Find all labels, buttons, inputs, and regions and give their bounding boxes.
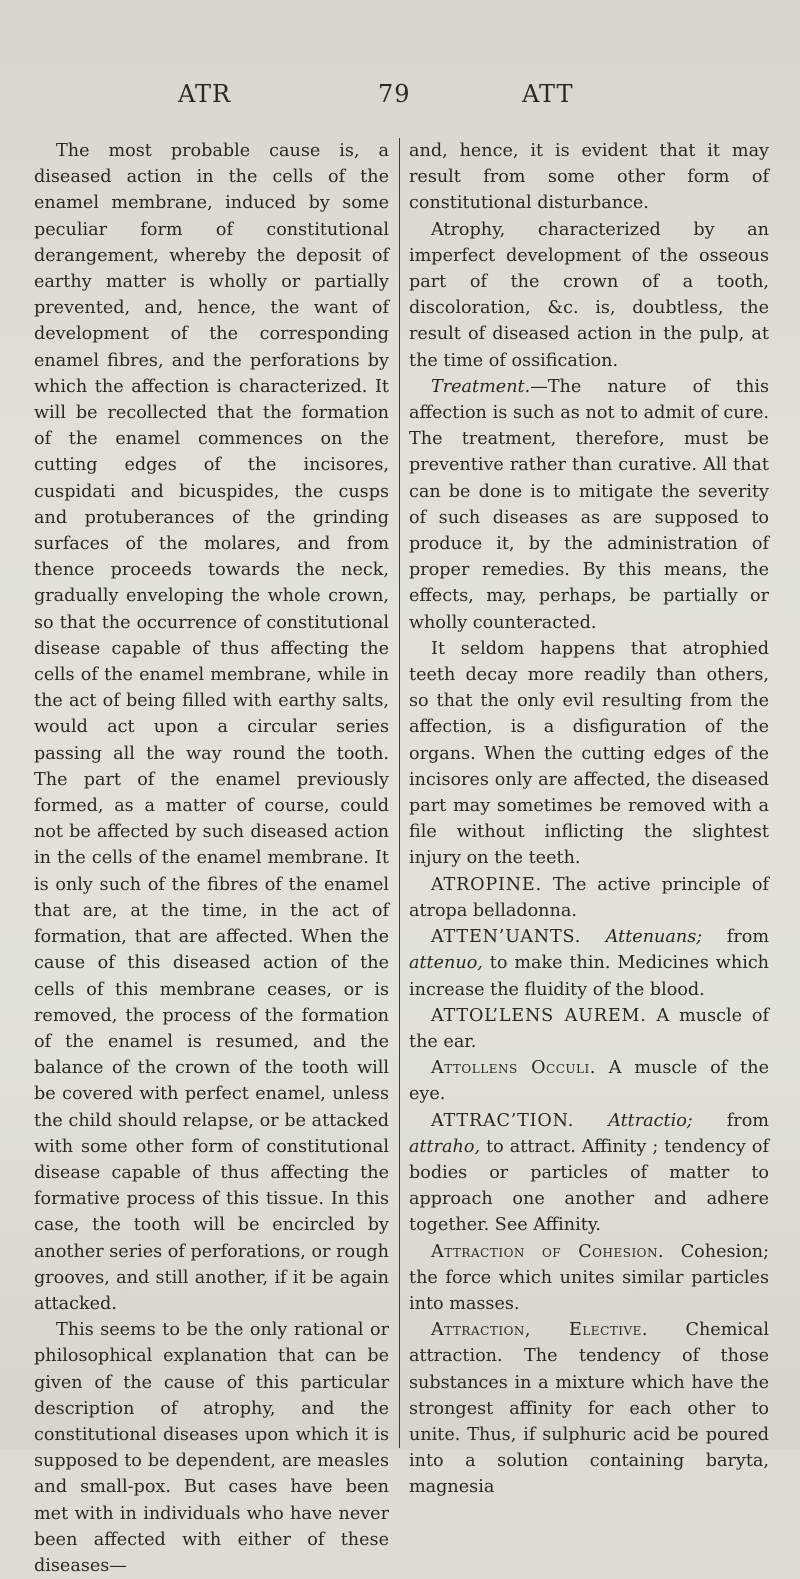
dictionary-entry [409, 1239, 769, 1318]
right-column [409, 138, 769, 1501]
paragraph [409, 374, 769, 636]
entry-term: Attraction of Cohesion. [431, 1241, 665, 1262]
entry-term: ATTOL’LENS AUREM. [431, 1005, 647, 1026]
section-heading: Treatment. [431, 376, 531, 397]
paragraph: Atrophy, characterized by an imperfect development of the osseous part of the crown of a tooth, discoloration, &c. is, doubtless, the result of diseased action in the pulp, at the time of ossification. [409, 219, 769, 371]
entry-latin-root: attraho, [409, 1136, 481, 1157]
entry-definition: Chemical attraction. The tendency of those substances in a mixture which have the strongest affinity for each other to unite. Thus, if sulphuric acid be poured into a solution containing baryta, magnesia [409, 1320, 769, 1498]
dictionary-entry [409, 1108, 769, 1239]
dictionary-entry [409, 872, 769, 924]
entry-term: ATROPINE. [431, 874, 542, 895]
dictionary-entry [409, 1317, 769, 1500]
paragraph: The most probable cause is, a diseased action in the cells of the enamel membrane, induced by some peculiar form of constitutional derangement, whereby the deposit of earthy matter is wholly or partially prevented, and, hence, the want of development of the corresponding enamel fibres, and the perforations by which the affection is characterized. It will be recollected that the formation of the enamel commences on the cutting edges of the incisores, cuspidati and bicuspides, the cusps and protuberances of the grinding surfaces of the molares, and from thence proceeds towards the neck, gradually enveloping the whole crown, so that the occurrence of constitutional disease capable of thus affecting the cells of the enamel membrane, while in the act of being filled with earthy salts, would act upon a circular series passing all the way round the tooth. The part of the enamel previously formed, as a matter of course, could not be affected by such diseased action in the cells of the enamel membrane. It is only such of the fibres of the enamel that are, at the time, in the act of formation, that are affected. When the cause of this diseased action of the cells of this membrane ceases, or is removed, the process of the formation of the enamel is resumed, and the balance of the crown of the tooth will be covered with perfect enamel, unless the child should relapse, or be attacked with some other form of constitutional disease capable of thus affecting the formative process of this tissue. In this case, the tooth will be encircled by another series of perforations, or rough grooves, and still another, if it be again attacked. [34, 141, 389, 1314]
entry-definition: to attract. Affinity ; tendency of bodies or particles of matter to approach one another and adhere together. See Affinity. [409, 1136, 769, 1236]
entry-definition: A muscle of the eye. [409, 1058, 769, 1105]
paragraph: and, hence, it is evident that it may result from some other form of constitutional disturbance. [409, 141, 769, 214]
entry-latin: Attenuans; [605, 927, 703, 948]
entry-connector: from [702, 927, 770, 948]
dictionary-entry [409, 1055, 769, 1107]
running-head-left: ATR [178, 80, 232, 108]
left-column [34, 138, 389, 1579]
entry-connector: from [692, 1110, 769, 1131]
entry-term: Attraction, Elective. [431, 1320, 649, 1341]
entry-term: ATTRAC’TION. [431, 1110, 575, 1131]
paragraph-text: —The nature of this affection is such as not to admit of cure. The treatment, therefore, must be preventive rather than curative. All that can be done is to mitigate the severity of such diseases as are supposed to produce it, by the administration of proper remedies. By this means, the effects, may, perhaps, be partially or wholly counteracted. [409, 376, 769, 633]
page-number: 79 [378, 80, 411, 108]
entry-term: Attollens Occuli. [431, 1058, 596, 1079]
entry-definition: The active principle of atropa belladonna. [409, 874, 769, 921]
entry-definition: to make thin. Medicines which increase the fluidity of the blood. [409, 953, 769, 1000]
paragraph: It seldom happens that atrophied teeth decay more readily than others, so that the only evil resulting from the affection, is a disfiguration of the organs. When the cutting edges of the incisores only are affected, the diseased part may sometimes be removed with a file without inflicting the slightest injury on the teeth. [409, 638, 769, 869]
entry-latin-root: attenuo, [409, 953, 483, 974]
running-head-right: ATT [522, 80, 574, 108]
entry-definition: Cohesion; the force which unites similar particles into masses. [409, 1241, 769, 1314]
entry-definition: A muscle of the ear. [409, 1005, 769, 1052]
column-divider [399, 138, 400, 1448]
dictionary-entry [409, 924, 769, 1003]
entry-latin: Attractio; [608, 1110, 693, 1131]
entry-term: ATTEN’UANTS. [431, 927, 582, 948]
dictionary-entry [409, 1003, 769, 1055]
paragraph: This seems to be the only rational or philosophical explanation that can be given of the cause of this particular description of atrophy, and the constitutional diseases upon which it is supposed to be dependent, are measles and small-pox. But cases have been met with in individuals who have never been affected with either of these diseases— [34, 1320, 389, 1576]
